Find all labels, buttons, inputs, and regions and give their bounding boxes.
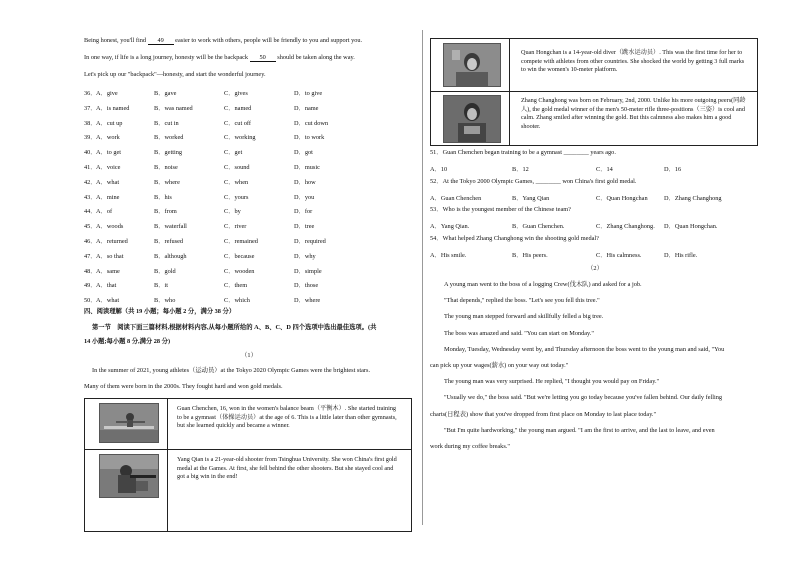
option-d[interactable]: D．Zhang Changhong: [664, 194, 722, 202]
option-a[interactable]: A．His smile.: [430, 251, 467, 259]
option-b[interactable]: B．Yang Qian: [512, 194, 550, 202]
question-number: 48．: [84, 267, 97, 275]
option-c[interactable]: C．because: [224, 252, 255, 260]
option-b[interactable]: B．it: [154, 282, 168, 290]
option-d[interactable]: D．how: [294, 178, 316, 186]
athlete-photo-zhang: [443, 95, 501, 143]
option-a[interactable]: A．mine: [96, 193, 120, 201]
athlete-description: Guan Chenchen, 16, won in the women's balance beam（平衡木）. She started training to be a gymnast（体操运动员）at the age of 6. This is a little later than other gymnasts, but she learned quickly and became a winner.: [177, 405, 397, 430]
option-b[interactable]: B．cut in: [154, 119, 179, 127]
option-c[interactable]: C．14: [596, 166, 613, 173]
option-a[interactable]: A．Yang Qian.: [430, 223, 470, 230]
passage-2-line: The young man was very surprised. He replied, "I thought you would pay on Friday.": [444, 378, 660, 386]
question-number: 39．: [84, 134, 97, 142]
intro-text: should be taken along the way.: [277, 54, 355, 61]
option-c[interactable]: C．which: [224, 297, 250, 305]
option-d[interactable]: D．to work: [294, 134, 325, 142]
cloze-question: [84, 266, 414, 273]
athletes-table-left: [84, 398, 412, 532]
cloze-question: [84, 132, 414, 142]
option-c[interactable]: C．by: [224, 208, 241, 216]
option-d[interactable]: D．cut down: [294, 119, 329, 127]
passage-2-line: work during my coffee breaks.": [430, 443, 510, 450]
option-b[interactable]: B．worked: [154, 134, 184, 142]
cloze-question: [84, 295, 414, 305]
option-c[interactable]: C．gives: [224, 90, 248, 97]
option-a[interactable]: A．give: [96, 90, 118, 97]
question-number: 41．: [84, 164, 97, 171]
intro-line-2: [84, 55, 355, 62]
option-a[interactable]: A．what: [96, 297, 120, 305]
athlete-photo-yang: [99, 454, 159, 498]
option-b[interactable]: B．was named: [154, 104, 193, 112]
cloze-question: [84, 118, 414, 125]
option-a[interactable]: A．woods: [96, 223, 124, 231]
passage-1-number: （1）: [241, 352, 257, 359]
cloze-question: [84, 88, 414, 95]
reading-question: 53．Who is the youngest member of the Chinese team?: [430, 206, 571, 213]
option-b[interactable]: B．from: [154, 208, 177, 216]
option-b[interactable]: B．who: [154, 297, 176, 305]
cloze-question: [84, 177, 414, 184]
question-number: 45．: [84, 223, 97, 231]
option-b[interactable]: B．gave: [154, 90, 177, 97]
question-number: 44．: [84, 208, 97, 216]
passage-2-line: A young man went to the boss of a logging Crew(伐木队) and asked for a job.: [444, 281, 642, 288]
option-b[interactable]: B．12: [512, 166, 529, 173]
option-a[interactable]: A．Guan Chenchen: [430, 194, 482, 202]
question-number: 50．: [84, 297, 97, 305]
option-b[interactable]: B．refused: [154, 238, 184, 245]
passage-2-line: The young man stepped forward and skillfully felled a big tree.: [444, 313, 604, 321]
cloze-question: [84, 206, 414, 216]
option-c[interactable]: C．them: [224, 282, 248, 290]
option-c[interactable]: C．remained: [224, 238, 258, 245]
option-d[interactable]: D．name: [294, 104, 319, 112]
cloze-question: [84, 280, 414, 290]
option-a[interactable]: A．10: [430, 166, 448, 173]
reading-options: [430, 164, 760, 171]
reading-options: [430, 221, 760, 228]
option-b[interactable]: B．His peers.: [512, 251, 548, 259]
option-a[interactable]: A．cut up: [96, 119, 123, 127]
question-number: 42．: [84, 178, 97, 186]
option-b[interactable]: B．although: [154, 252, 187, 260]
cloze-question: [84, 147, 414, 157]
question-number: 47．: [84, 252, 97, 260]
option-a[interactable]: A．of: [96, 208, 113, 216]
option-c[interactable]: C．sound: [224, 164, 250, 171]
question-number: 38．: [84, 119, 97, 127]
option-c[interactable]: C．river: [224, 223, 247, 231]
intro-text: Being honest, you'll find: [84, 37, 147, 44]
option-d[interactable]: D．where: [294, 297, 321, 305]
option-c[interactable]: C．when: [224, 178, 249, 186]
passage-2-line: Monday, Tuesday, Wednesday went by, and Thursday afternoon the boss went to the young man and said, "You: [444, 345, 725, 353]
cloze-question: [84, 192, 414, 199]
intro-line-3: Let's pick up our "backpack"—honesty, and start the wonderful journey.: [84, 71, 266, 78]
intro-line-1: [84, 38, 362, 45]
option-c[interactable]: C．yours: [224, 193, 249, 201]
cloze-question: [84, 103, 414, 110]
option-d[interactable]: D．music: [294, 164, 320, 171]
option-b[interactable]: B．where: [154, 178, 180, 186]
blank-50: 50: [250, 55, 276, 62]
passage-1-intro: In the summer of 2021, young athletes（运动员）at the Tokyo 2020 Olympic Games were the brightest stars.: [92, 367, 371, 374]
option-d[interactable]: D．for: [294, 208, 313, 216]
option-d[interactable]: D．His rifle.: [664, 251, 698, 259]
passage-2-line: "That depends," replied the boss. "Let's see you fell this tree.": [444, 297, 600, 305]
part-1-instructions-cont: 14 小题;每小题 8 分,满分 28 分): [84, 338, 171, 345]
option-a[interactable]: A．what: [96, 178, 120, 186]
athlete-description: Zhang Changhong was born on February, 2nd, 2000. Unlike his more outgoing peers(同龄人), the gold medal winner of the men's 50-meter rifle three-positions（三姿）is cool and calm. Zhang smiled after winning the gold. But this calmness also makes him a good shooter.: [521, 97, 746, 130]
option-c[interactable]: C．wooden: [224, 267, 255, 275]
reading-question: 51．Guan Chenchen began training to be a gymnast ________ years ago.: [430, 149, 616, 156]
blank-49: 49: [148, 38, 174, 45]
question-number: 43．: [84, 193, 97, 201]
question-number: 49．: [84, 282, 97, 290]
option-a[interactable]: A．same: [96, 267, 120, 275]
option-d[interactable]: D．you: [294, 193, 315, 201]
question-number: 46．: [84, 238, 97, 245]
athlete-row: [85, 399, 411, 449]
option-c[interactable]: C．get: [224, 149, 243, 157]
intro-text: easier to work with others, people will be friendly to you and support you.: [175, 37, 363, 44]
option-d[interactable]: D．simple: [294, 267, 322, 275]
option-a[interactable]: A．to get: [96, 149, 122, 157]
option-b[interactable]: B．getting: [154, 149, 182, 157]
part-1-instructions: 第一节 阅读下面三篇材料,根据材料内容,从每小题所给的 A、B、C、D 四个选项中选出最佳选项。(共: [92, 324, 377, 331]
option-a[interactable]: A．returned: [96, 238, 128, 245]
athlete-row: [431, 39, 757, 91]
option-b[interactable]: B．waterfall: [154, 223, 187, 231]
intro-text: In one way, if life is a long journey, honesty will be the backpack: [84, 54, 249, 61]
option-d[interactable]: D．required: [294, 238, 326, 245]
column-divider: [422, 30, 423, 525]
reading-options: [430, 193, 760, 200]
option-c[interactable]: C．working: [224, 134, 256, 142]
option-a[interactable]: A．so that: [96, 252, 124, 260]
option-d[interactable]: D．those: [294, 282, 319, 290]
reading-options: [430, 250, 760, 257]
option-a[interactable]: A．is named: [96, 104, 130, 112]
passage-2-line: charts(日程表) show that you've dropped from first place on Monday to last place today.": [430, 410, 657, 418]
passage-2-line: can pick up your wages(薪水) on your way out today.": [430, 362, 569, 369]
athlete-photo-guan: [99, 403, 159, 443]
option-c[interactable]: C．cut off: [224, 119, 251, 127]
option-c[interactable]: C．Zhang Changhong.: [596, 223, 655, 230]
passage-2-line: "Usually we do," the boss said. "But we're letting you go today because you've fallen behind. Our daily felling: [444, 394, 723, 402]
option-d[interactable]: D．to give: [294, 90, 323, 97]
option-d[interactable]: D．Quan Hongchan.: [664, 223, 718, 230]
option-d[interactable]: D．why: [294, 252, 316, 260]
cloze-question: [84, 162, 414, 169]
passage-2-line: The boss was amazed and said. "You can start on Monday.": [444, 329, 594, 337]
option-c[interactable]: C．named: [224, 104, 252, 112]
athlete-row: [85, 449, 411, 532]
option-d[interactable]: D．tree: [294, 223, 315, 231]
section-4-heading: 四、阅读理解（共 19 小题；每小题 2 分，满分 38 分）: [84, 308, 236, 315]
question-number: 40．: [84, 149, 97, 157]
cloze-question: [84, 251, 414, 258]
option-a[interactable]: A．voice: [96, 164, 121, 171]
option-b[interactable]: B．Guan Chenchen.: [512, 223, 565, 230]
passage-1-intro-cont: Many of them were born in the 2000s. They fought hard and won gold medals.: [84, 383, 283, 390]
athlete-row: [431, 91, 757, 146]
athletes-table-right: [430, 38, 758, 146]
question-number: 37．: [84, 104, 97, 112]
cloze-question: [84, 221, 414, 231]
option-b[interactable]: B．gold: [154, 267, 176, 275]
athlete-photo-quan: [443, 43, 501, 87]
passage-2-line: "But I'm quite hardworking," the young man argued. "I am the first to arrive, and the last to leave, and even: [444, 426, 715, 434]
option-c[interactable]: C．Quan Hongchan: [596, 194, 648, 202]
athlete-description: Yang Qian is a 21-year-old shooter from Tsinghua University. She won China's first gold medal at the Games. At first, she fell behind the other shooters. But she stayed cool and got a big win in the end!: [177, 456, 397, 481]
option-a[interactable]: A．work: [96, 134, 120, 142]
option-c[interactable]: C．His calmness.: [596, 251, 642, 259]
reading-question: 52．At the Tokyo 2000 Olympic Games, ________ won China's first gold medal.: [430, 177, 637, 185]
question-number: 36．: [84, 90, 97, 97]
cloze-question: [84, 236, 414, 243]
reading-question: 54．What helped Zhang Changhong win the shooting gold medal?: [430, 234, 599, 242]
option-d[interactable]: D．got: [294, 149, 313, 157]
passage-2-number: （2）: [587, 265, 603, 272]
option-d[interactable]: D．16: [664, 166, 682, 173]
athlete-description: Quan Hongchan is a 14-year-old diver（跳水运动员）. This was the first time for her to compete with athletes from other countries. She shocked the world by getting 3 full marks to win the women's 10-meter platform.: [521, 49, 745, 74]
option-b[interactable]: B．noise: [154, 164, 178, 171]
option-b[interactable]: B．his: [154, 193, 172, 201]
option-a[interactable]: A．that: [96, 282, 117, 290]
